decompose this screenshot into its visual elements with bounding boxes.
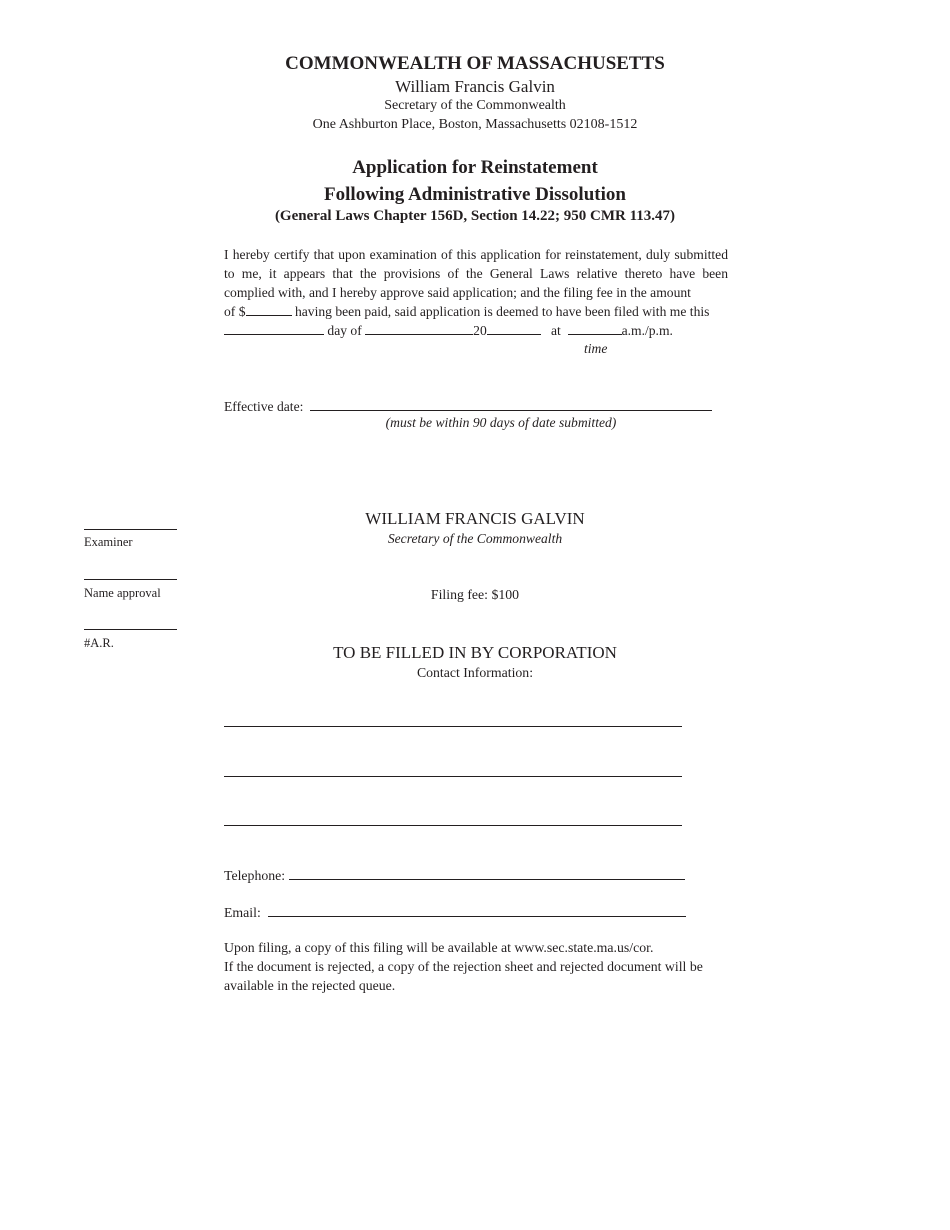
day-field[interactable] <box>224 321 324 335</box>
agency-heading: COMMONWEALTH OF MASSACHUSETTS <box>285 53 665 74</box>
telephone-label: Telephone: <box>224 868 286 883</box>
effective-date-row <box>224 397 712 415</box>
signature-name: WILLIAM FRANCIS GALVIN <box>365 509 585 528</box>
fee-amount-field[interactable] <box>246 302 292 316</box>
telephone-row <box>224 866 685 884</box>
month-field[interactable] <box>365 321 473 335</box>
time-caption: time <box>584 341 608 356</box>
contact-info-heading: Contact Information: <box>416 665 534 680</box>
official-name: William Francis Galvin <box>395 77 555 96</box>
effective-date-label: Effective date: <box>224 399 304 414</box>
corporation-heading: TO BE FILLED IN BY CORPORATION <box>333 643 617 662</box>
examiner-label: Examiner <box>84 535 133 549</box>
name-approval-line[interactable] <box>84 579 177 580</box>
form-title-line2: Following Administrative Dissolution <box>324 184 626 205</box>
filing-fee: Filing fee: $100 <box>430 587 520 602</box>
fee-row: of $ having been paid, said application is deemed to have been filed with me this <box>224 304 710 319</box>
legal-citation: (General Laws Chapter 156D, Section 14.22; 950 CMR 113.47) <box>274 208 676 224</box>
examiner-line[interactable] <box>84 529 177 530</box>
filing-notice <box>224 938 734 995</box>
filing-notice-line1: Upon filing, a copy of this filing will be available at www.sec.state.ma.us/cor. <box>224 940 654 955</box>
email-field[interactable] <box>268 903 686 917</box>
contact-line-1[interactable] <box>224 726 682 727</box>
contact-line-3[interactable] <box>224 825 682 826</box>
filing-notice-line2: If the document is rejected, a copy of the rejection sheet and rejected document will be available in the rejected queue. <box>224 959 703 993</box>
official-title: Secretary of the Commonwealth <box>384 98 566 113</box>
effective-date-field[interactable] <box>310 397 712 411</box>
email-label: Email: <box>224 905 261 920</box>
name-approval-label: Name approval <box>84 586 161 600</box>
year-field[interactable] <box>487 321 541 335</box>
certification-paragraph <box>224 246 728 302</box>
form-title-line1: Application for Reinstatement <box>352 157 598 178</box>
agency-address: One Ashburton Place, Boston, Massachusetts 02108-1512 <box>312 117 638 132</box>
ar-label: #A.R. <box>84 636 114 650</box>
telephone-field[interactable] <box>289 866 685 880</box>
contact-line-2[interactable] <box>224 776 682 777</box>
certification-text: I hereby certify that upon examination of this application for reinstatement, duly submitted to me, it appears that the provisions of the General Laws relative thereto have been complied with, and I hereby approve said application; and the filing fee in the amount <box>224 247 728 300</box>
ar-line[interactable] <box>84 629 177 630</box>
date-row: day of 20 at a.m./p.m. <box>224 321 673 339</box>
time-field[interactable] <box>568 321 622 335</box>
signature-title: Secretary of the Commonwealth <box>387 531 563 546</box>
email-row <box>224 903 686 921</box>
effective-date-note: (must be within 90 days of date submitted) <box>385 415 617 430</box>
